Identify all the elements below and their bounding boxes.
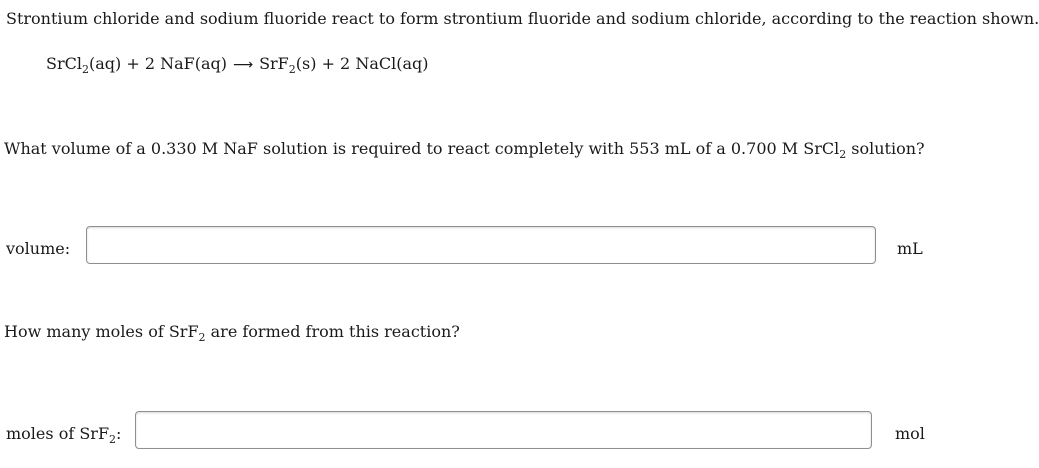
moles-unit: mol [895,424,925,443]
intro-text: Strontium chloride and sodium fluoride react to form strontium fluoride and sodium chloride, according to the reaction shown. [6,9,1039,28]
reactants-rest: (aq) + 2 NaF(aq) [88,54,227,73]
moles-input[interactable] [135,411,872,449]
volume-input[interactable] [86,226,876,264]
products-rest: (s) + 2 NaCl(aq) [295,54,429,73]
moles-label: moles of SrF$_2$: [6,424,122,446]
volume-label: volume: [6,239,71,258]
product-srf2: SrF$_2$ [259,54,296,76]
reactant-srcl2: SrCl$_2$ [46,54,89,76]
reaction-arrow-icon: ⟶ [232,57,254,73]
volume-unit: mL [897,239,923,258]
reaction-equation [46,54,428,75]
question-volume: What volume of a 0.330 M NaF solution is required to react completely with 553 mL of a 0.700 M SrCl$_2$ solution? [4,139,925,161]
question-moles: How many moles of SrF$_2$ are formed from this reaction? [4,322,460,344]
